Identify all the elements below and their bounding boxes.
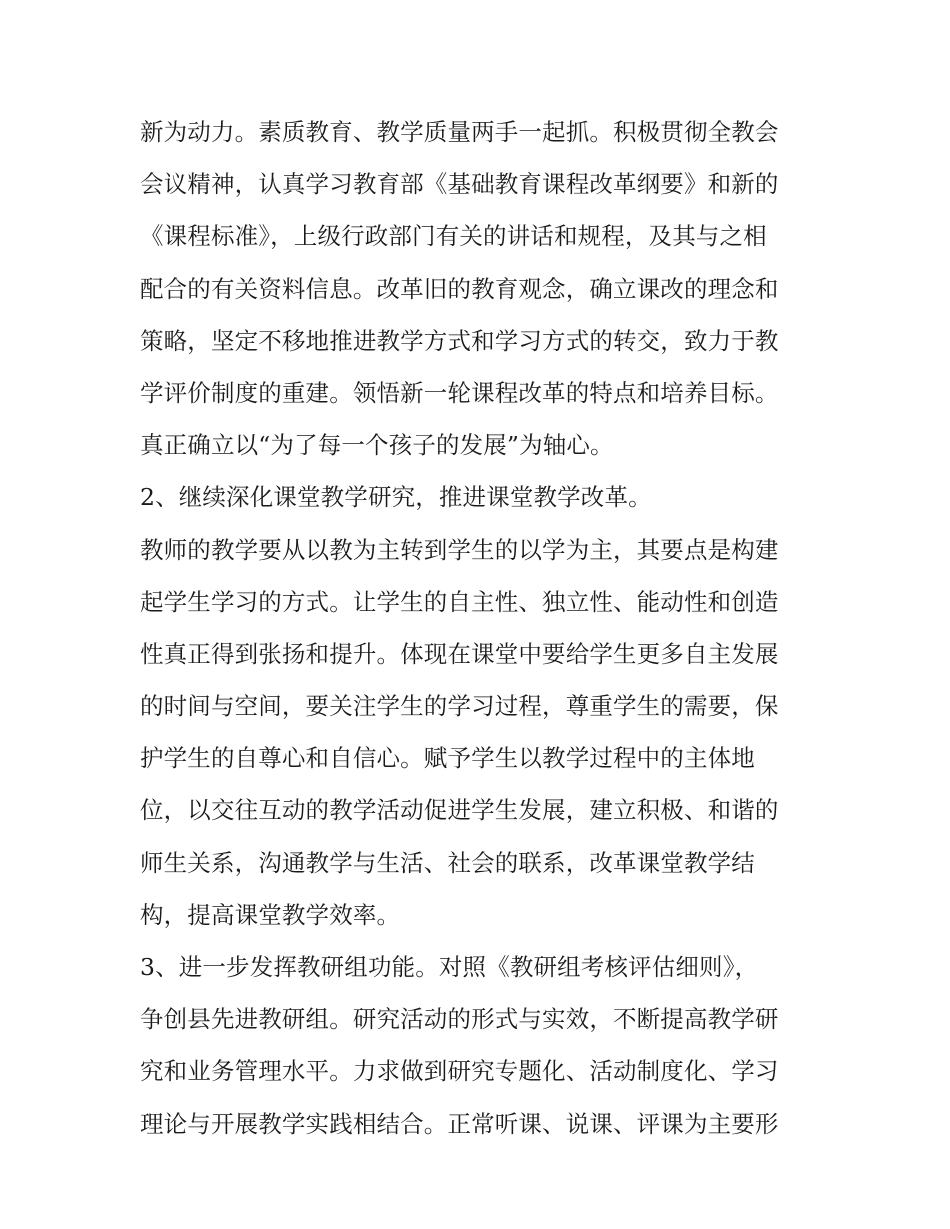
section-heading: 3、进一步发挥教研组功能。对照《教研组考核评估细则》， [140, 953, 759, 981]
text-line: 理论与开展教学实践相结合。正常听课、说课、评课为主要形 [140, 1109, 779, 1138]
text-line: 争创县先进教研组。研究活动的形式与实效，不断提高教学研 [140, 1005, 779, 1034]
text-line: 究和业务管理水平。力求做到研究专题化、活动制度化、学习 [140, 1057, 779, 1086]
text-line: 教师的教学要从以教为主转到学生的以学为主，其要点是构建 [140, 535, 779, 564]
text-line: 真正确立以“为了每一个孩子的发展”为轴心。 [140, 431, 614, 460]
text-line: 配合的有关资料信息。改革旧的教育观念，确立课改的理念和 [140, 274, 779, 303]
text-line: 会议精神，认真学习教育部《基础教育课程改革纲要》和新的 [140, 170, 779, 199]
text-line: 师生关系，沟通教学与生活、社会的联系，改革课堂教学结 [140, 848, 755, 877]
text-line: 新为动力。素质教育、教学质量两手一起抓。积极贯彻全教会 [140, 118, 779, 146]
text-line: 构，提高课堂教学效率。 [140, 900, 401, 929]
text-line: 的时间与空间，要关注学生的学习过程，尊重学生的需要，保 [140, 692, 779, 721]
text-line: 护学生的自尊心和自信心。赋予学生以教学过程中的主体地 [140, 744, 755, 773]
section-heading: 2、继续深化课堂教学研究，推进课堂教学改革。 [140, 483, 652, 512]
text-line: 学评价制度的重建。领悟新一轮课程改革的特点和培养目标。 [140, 378, 779, 407]
document-body [140, 106, 830, 1150]
text-line: 起学生学习的方式。让学生的自主性、独立性、能动性和创造 [140, 587, 779, 616]
text-line: 策略，坚定不移地推进教学方式和学习方式的转交，致力于教 [140, 326, 779, 355]
text-line: 性真正得到张扬和提升。体现在课堂中要给学生更多自主发展 [140, 639, 779, 668]
text-line: 《课程标准》，上级行政部门有关的讲话和规程，及其与之相 [140, 222, 767, 251]
text-line: 位，以交往互动的教学活动促进学生发展，建立积极、和谐的 [140, 796, 779, 825]
